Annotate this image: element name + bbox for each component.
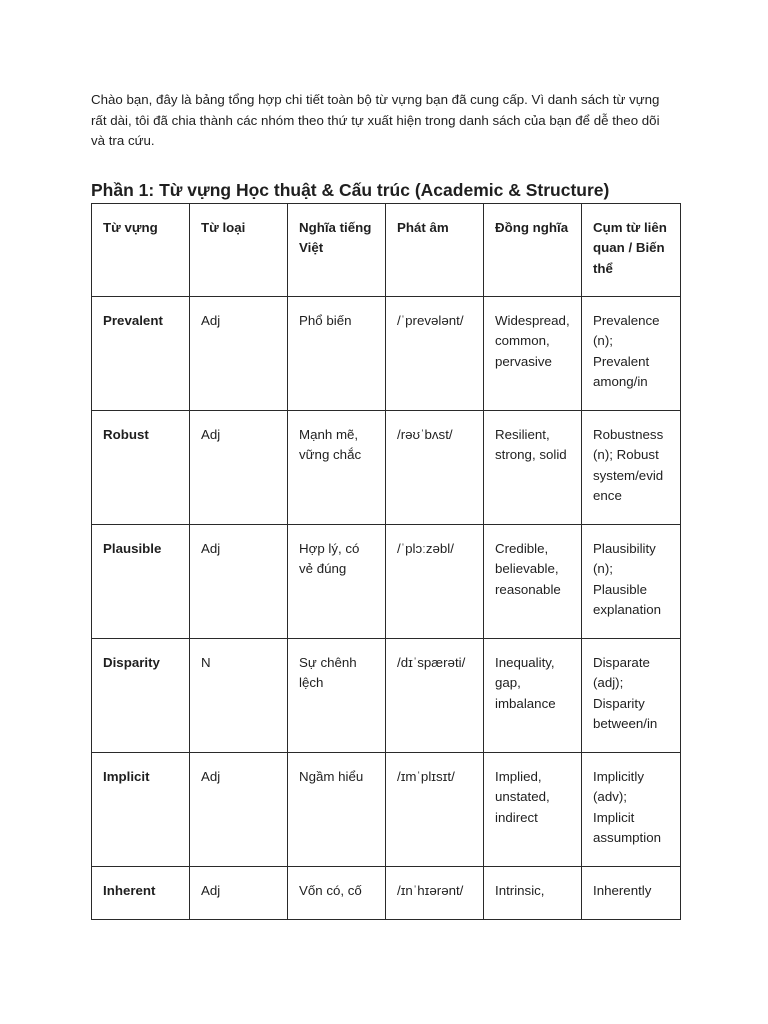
- cell-pronunciation: /rəʊˈbʌst/: [386, 411, 484, 525]
- cell-pronunciation: /dɪˈspærəti/: [386, 639, 484, 753]
- cell-word: Inherent: [92, 867, 190, 920]
- table-row: [92, 639, 681, 753]
- cell-meaning: Vốn có, cố: [288, 867, 386, 920]
- cell-part-of-speech: N: [190, 639, 288, 753]
- cell-part-of-speech: Adj: [190, 297, 288, 411]
- cell-word: Plausible: [92, 525, 190, 639]
- header-related-phrases: Cụm từ liên quan / Biến thể: [582, 204, 681, 297]
- cell-word: Robust: [92, 411, 190, 525]
- table-row: [92, 297, 681, 411]
- cell-related: Plausibility (n); Plausible explanation: [582, 525, 681, 639]
- cell-synonyms: Inequality, gap, imbalance: [484, 639, 582, 753]
- cell-related: Inherently: [582, 867, 681, 920]
- cell-word: Prevalent: [92, 297, 190, 411]
- cell-related: Disparate (adj); Disparity between/in: [582, 639, 681, 753]
- cell-synonyms: Implied, unstated, indirect: [484, 753, 582, 867]
- section-title: Phần 1: Từ vựng Học thuật & Cấu trúc (Academic & Structure): [91, 179, 610, 200]
- cell-word: Implicit: [92, 753, 190, 867]
- header-part-of-speech: Từ loại: [190, 204, 288, 297]
- header-vietnamese-meaning: Nghĩa tiếng Việt: [288, 204, 386, 297]
- intro-paragraph: Chào bạn, đây là bảng tổng hợp chi tiết toàn bộ từ vựng bạn đã cung cấp. Vì danh sách từ vựng rất dài, tôi đã chia thành các nhóm theo thứ tự xuất hiện trong danh sách của bạn để dễ theo dõi và tra cứu.: [91, 92, 660, 148]
- cell-part-of-speech: Adj: [190, 525, 288, 639]
- document-page: [91, 90, 691, 898]
- table-row: [92, 867, 681, 920]
- vocabulary-table: [91, 203, 681, 920]
- cell-pronunciation: /ˈprevələnt/: [386, 297, 484, 411]
- table-row: [92, 753, 681, 867]
- cell-synonyms: Credible, believable, reasonable: [484, 525, 582, 639]
- header-synonyms: Đồng nghĩa: [484, 204, 582, 297]
- cell-part-of-speech: Adj: [190, 753, 288, 867]
- cell-part-of-speech: Adj: [190, 867, 288, 920]
- table-row: [92, 411, 681, 525]
- header-pronunciation: Phát âm: [386, 204, 484, 297]
- cell-related: Implicitly (adv); Implicit assumption: [582, 753, 681, 867]
- table-row: [92, 525, 681, 639]
- table-header-row: [92, 204, 681, 297]
- cell-synonyms: Intrinsic,: [484, 867, 582, 920]
- cell-pronunciation: /ɪnˈhɪərənt/: [386, 867, 484, 920]
- cell-pronunciation: /ɪmˈplɪsɪt/: [386, 753, 484, 867]
- cell-related: Robustness (n); Robust system/evidence: [582, 411, 681, 525]
- cell-synonyms: Widespread, common, pervasive: [484, 297, 582, 411]
- cell-related: Prevalence (n); Prevalent among/in: [582, 297, 681, 411]
- cell-synonyms: Resilient, strong, solid: [484, 411, 582, 525]
- cell-meaning: Sự chênh lệch: [288, 639, 386, 753]
- header-word: Từ vựng: [92, 204, 190, 297]
- cell-meaning: Ngầm hiểu: [288, 753, 386, 867]
- cell-meaning: Mạnh mẽ, vững chắc: [288, 411, 386, 525]
- cell-part-of-speech: Adj: [190, 411, 288, 525]
- cell-meaning: Hợp lý, có vẻ đúng: [288, 525, 386, 639]
- cell-word: Disparity: [92, 639, 190, 753]
- cell-meaning: Phổ biến: [288, 297, 386, 411]
- cell-pronunciation: /ˈplɔːzəbl/: [386, 525, 484, 639]
